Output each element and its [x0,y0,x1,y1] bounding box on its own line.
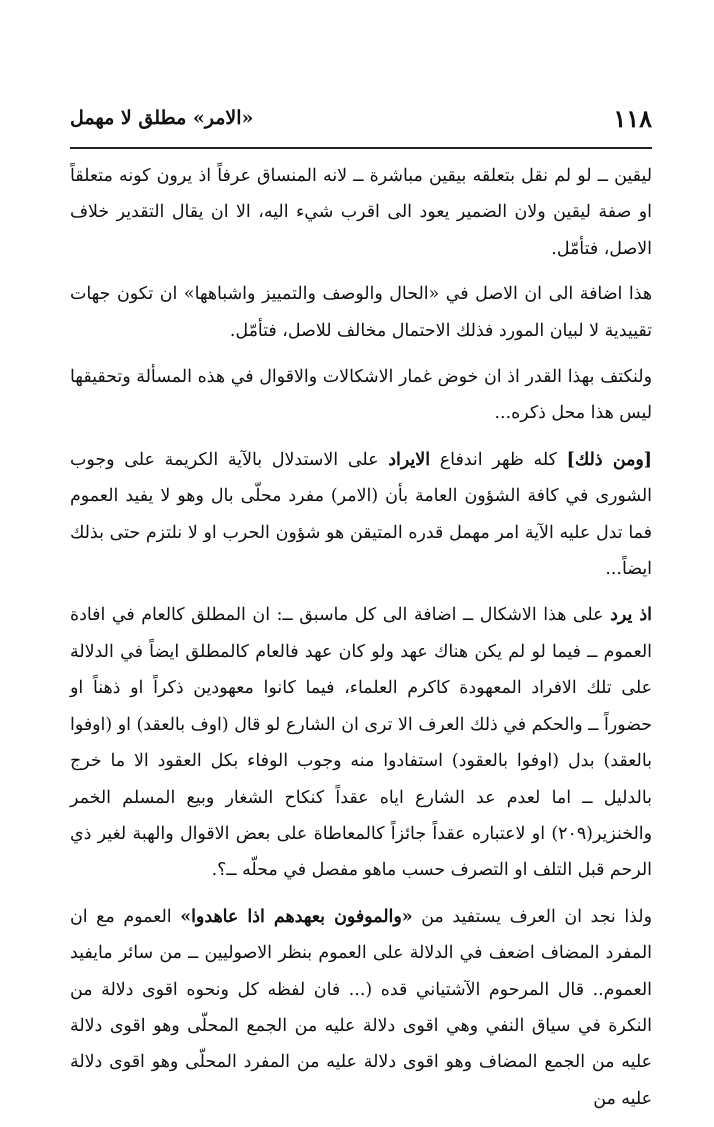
page-number: ١١٨ [613,103,652,133]
paragraph-text: هذا اضافة الى ان الاصل في «الحال والوصف والتمييز واشباهها» ان تكون جهات تقييدية لا لبيان المورد فذلك الاحتمال مخالف للاصل، فتأمّل. [70,284,652,341]
page-body [70,158,652,1127]
paragraph-text: كله ظهر اندفاع [430,449,567,470]
paragraph-text: العموم مع ان المفرد المضاف اضعف في الدلالة على العموم بنظر الاصوليين ــ من سائر مايفيد العموم.. قال المرحوم الآشتياني قده (... فان لفظه كل ونحوه اقوى دلالة من النكرة في سياق النفي وهي اقوى دلالة عليه من الجمع المحلّى وهو اقوى دلالة عليه من الجمع المضاف وهو اقوى دلالة عليه من المفرد المحلّى وهو اقوى دلالة عليه من [70,906,652,1109]
paragraph-lead: [ومن ذلك] [566,449,653,470]
paragraph-text: على الاستدلال بالآية الكريمة على وجوب الشورى في كافة الشؤون العامة بأن (الامر) مفرد محلّى بال وهو لا يفيد العموم فما تدل عليه الآية امر مهمل قدره المتيقن هو شؤون الحرب او لا نلتزم حتى بذلك ايضاً... [70,449,652,580]
paragraph-lead: اذ يرد [610,605,652,626]
paragraph-emphasis: «والموفون بعهدهم اذا عاهدوا» [180,906,413,927]
running-title: «الامر» مطلق لا مهمل [70,107,254,129]
header-rule [70,147,652,149]
paragraph-emphasis: الايراد [388,449,431,470]
paragraph-text: ولنكتف بهذا القدر اذ ان خوض غمار الاشكالات والاقوال في هذه المسألة وتحقيقها ليس هذا محل ذكره... [70,367,652,424]
paragraph-text: على هذا الاشكال ــ اضافة الى كل ماسبق ــ: ان المطلق كالعام في افادة العموم ــ فيما لو لم يكن هناك عهد ولو كان عهد فالعام كالمطلق ايضاً في الدلالة على تلك الافراد المعهودة كاكرم العلماء، فيما كانوا معهودين ذكراً او ذهناً او حضوراً ــ والحكم في ذلك العرف الا ترى ان الشارع لو قال (اوف بالعقد) او (اوفوا بالعقد) بدل (اوفوا بالعقود) استفادوا منه وجوب الوفاء بكل العقود الا ما خرج بالدليل ــ اما لعدم عد الشارع اياه عقداً كنكاح الشغار وبيع المسلم الخمر والخنزير(٢٠٩) او لاعتباره عقداً جائزاً كالمعاطاة على بعض الاقوال والهبة لغير ذي الرحم قبل التلف او التصرف حسب ماهو مفصل في محلّه ــ؟. [70,605,652,881]
paragraph-2 [70,276,652,349]
paragraph-4 [70,442,652,588]
paragraph-3 [70,359,652,432]
paragraph-5 [70,597,652,888]
paragraph-1 [70,158,652,267]
paragraph-text: ليقين ــ لو لم نقل بتعلقه بيقين مباشرة ــ لانه المنساق عرفاً اذ يرون كونه متعلقاً او صفة ليقين ولان الضمير يعود الى اقرب شيء اليه، الا ان يقال التقدير خلاف الاصل، فتأمّل. [70,166,652,259]
paragraph-6 [70,899,652,1117]
page-header [70,96,652,140]
paragraph-text: ولذا نجد ان العرف يستفيد من [412,906,652,927]
